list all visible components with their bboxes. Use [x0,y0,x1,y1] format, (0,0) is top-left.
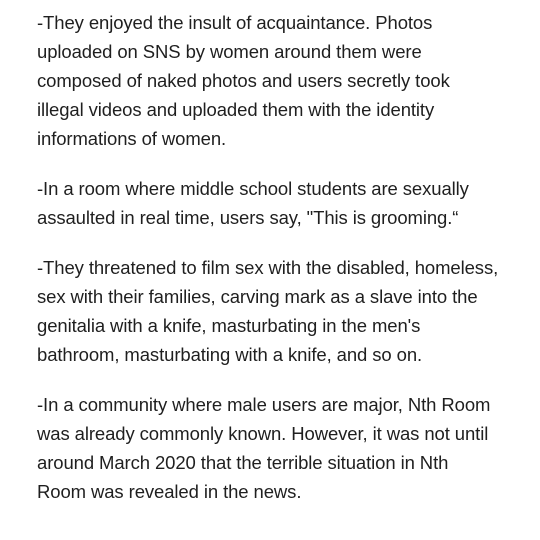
text-line: Room was revealed in the news. [37,481,302,502]
text-line: illegal videos and uploaded them with the identity [37,99,435,120]
paragraph-1 [37,8,527,153]
text-line: was already commonly known. However, it was not until [37,423,489,444]
text-line: -They enjoyed the insult of acquaintance. Photos [37,12,433,33]
paragraph-3 [37,253,527,369]
text-line: -They threatened to film sex with the disabled, homeless, [37,257,499,278]
text-line: around March 2020 that the terrible situation in Nth [37,452,449,473]
text-line: bathroom, masturbating with a knife, and so on. [37,344,423,365]
text-line: -In a community where male users are major, Nth Room [37,394,491,415]
paragraph-4 [37,390,527,506]
article-body [37,8,527,527]
text-line: informations of women. [37,128,227,149]
text-line: -In a room where middle school students are sexually [37,178,469,199]
text-line: genitalia with a knife, masturbating in the men's [37,315,421,336]
text-line: uploaded on SNS by women around them were [37,41,422,62]
text-line: assaulted in real time, users say, "This is grooming.“ [37,207,459,228]
paragraph-2 [37,174,527,232]
text-line: composed of naked photos and users secretly took [37,70,450,91]
text-line: sex with their families, carving mark as a slave into the [37,286,478,307]
